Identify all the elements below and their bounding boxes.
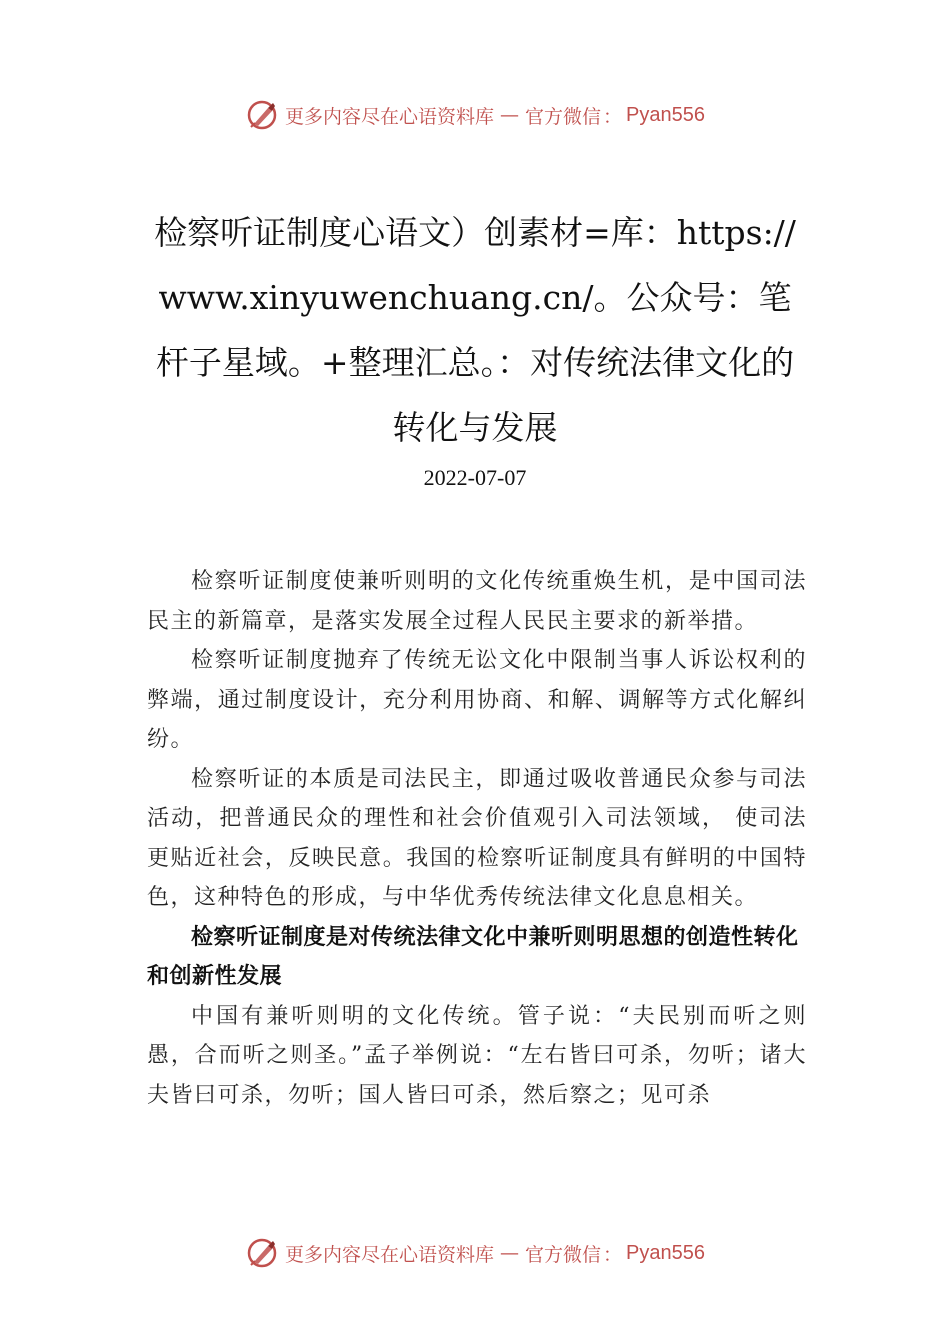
banner-dash: —: [500, 1242, 519, 1264]
banner-colon: ：: [603, 1243, 623, 1266]
footer-banner: [0, 1233, 950, 1273]
banner-wechat-label: 官方微信: [525, 1243, 602, 1266]
banner-dash: —: [500, 104, 519, 126]
banner-wechat-label: 官方微信: [525, 105, 602, 128]
pen-logo-icon: [245, 98, 279, 132]
header-banner: [0, 95, 950, 135]
pen-logo-icon: [245, 1236, 279, 1270]
document-title: 检察听证制度心语文）创素材=库：https://www.xinyuwenchuang.cn/。公众号：笔杆子星域。+整理汇总。：对传统法律文化的转化与发展: [154, 213, 796, 447]
banner-wechat-id: Pyan556: [626, 1241, 705, 1264]
document-body: [147, 562, 807, 1115]
banner-wechat-id: Pyan556: [626, 103, 705, 126]
document-date: 2022-07-07: [423, 465, 527, 490]
section-heading: 检察听证制度是对传统法律文化中兼听则明思想的创造性转化和创新性发展: [147, 924, 799, 989]
banner-colon: ：: [603, 105, 623, 128]
paragraph: 检察听证制度抛弃了传统无讼文化中限制当事人诉讼权利的弊端，通过制度设计，充分利用协商、和解、调解等方式化解纠纷。: [147, 648, 807, 752]
paragraph: 检察听证的本质是司法民主，即通过吸收普通民众参与司法活动，把普通民众的理性和社会价值观引入司法领域， 使司法更贴近社会，反映民意。我国的检察听证制度具有鲜明的中国特色，这种特色的形成，与中华优秀传统法律文化息息相关。: [147, 766, 807, 910]
paragraph: 检察听证制度使兼听则明的文化传统重焕生机，是中国司法民主的新篇章，是落实发展全过程人民民主要求的新举措。: [147, 569, 807, 634]
banner-site-text: 更多内容尽在心语资料库: [284, 1243, 494, 1266]
paragraph: 中国有兼听则明的文化传统。管子说：“夫民别而听之则愚，合而听之则圣。”孟子举例说：“左右皆曰可杀，勿听；诸大夫皆曰可杀，勿听；国人皆曰可杀，然后察之；见可杀: [147, 1003, 807, 1108]
banner-site-text: 更多内容尽在心语资料库: [284, 105, 494, 128]
